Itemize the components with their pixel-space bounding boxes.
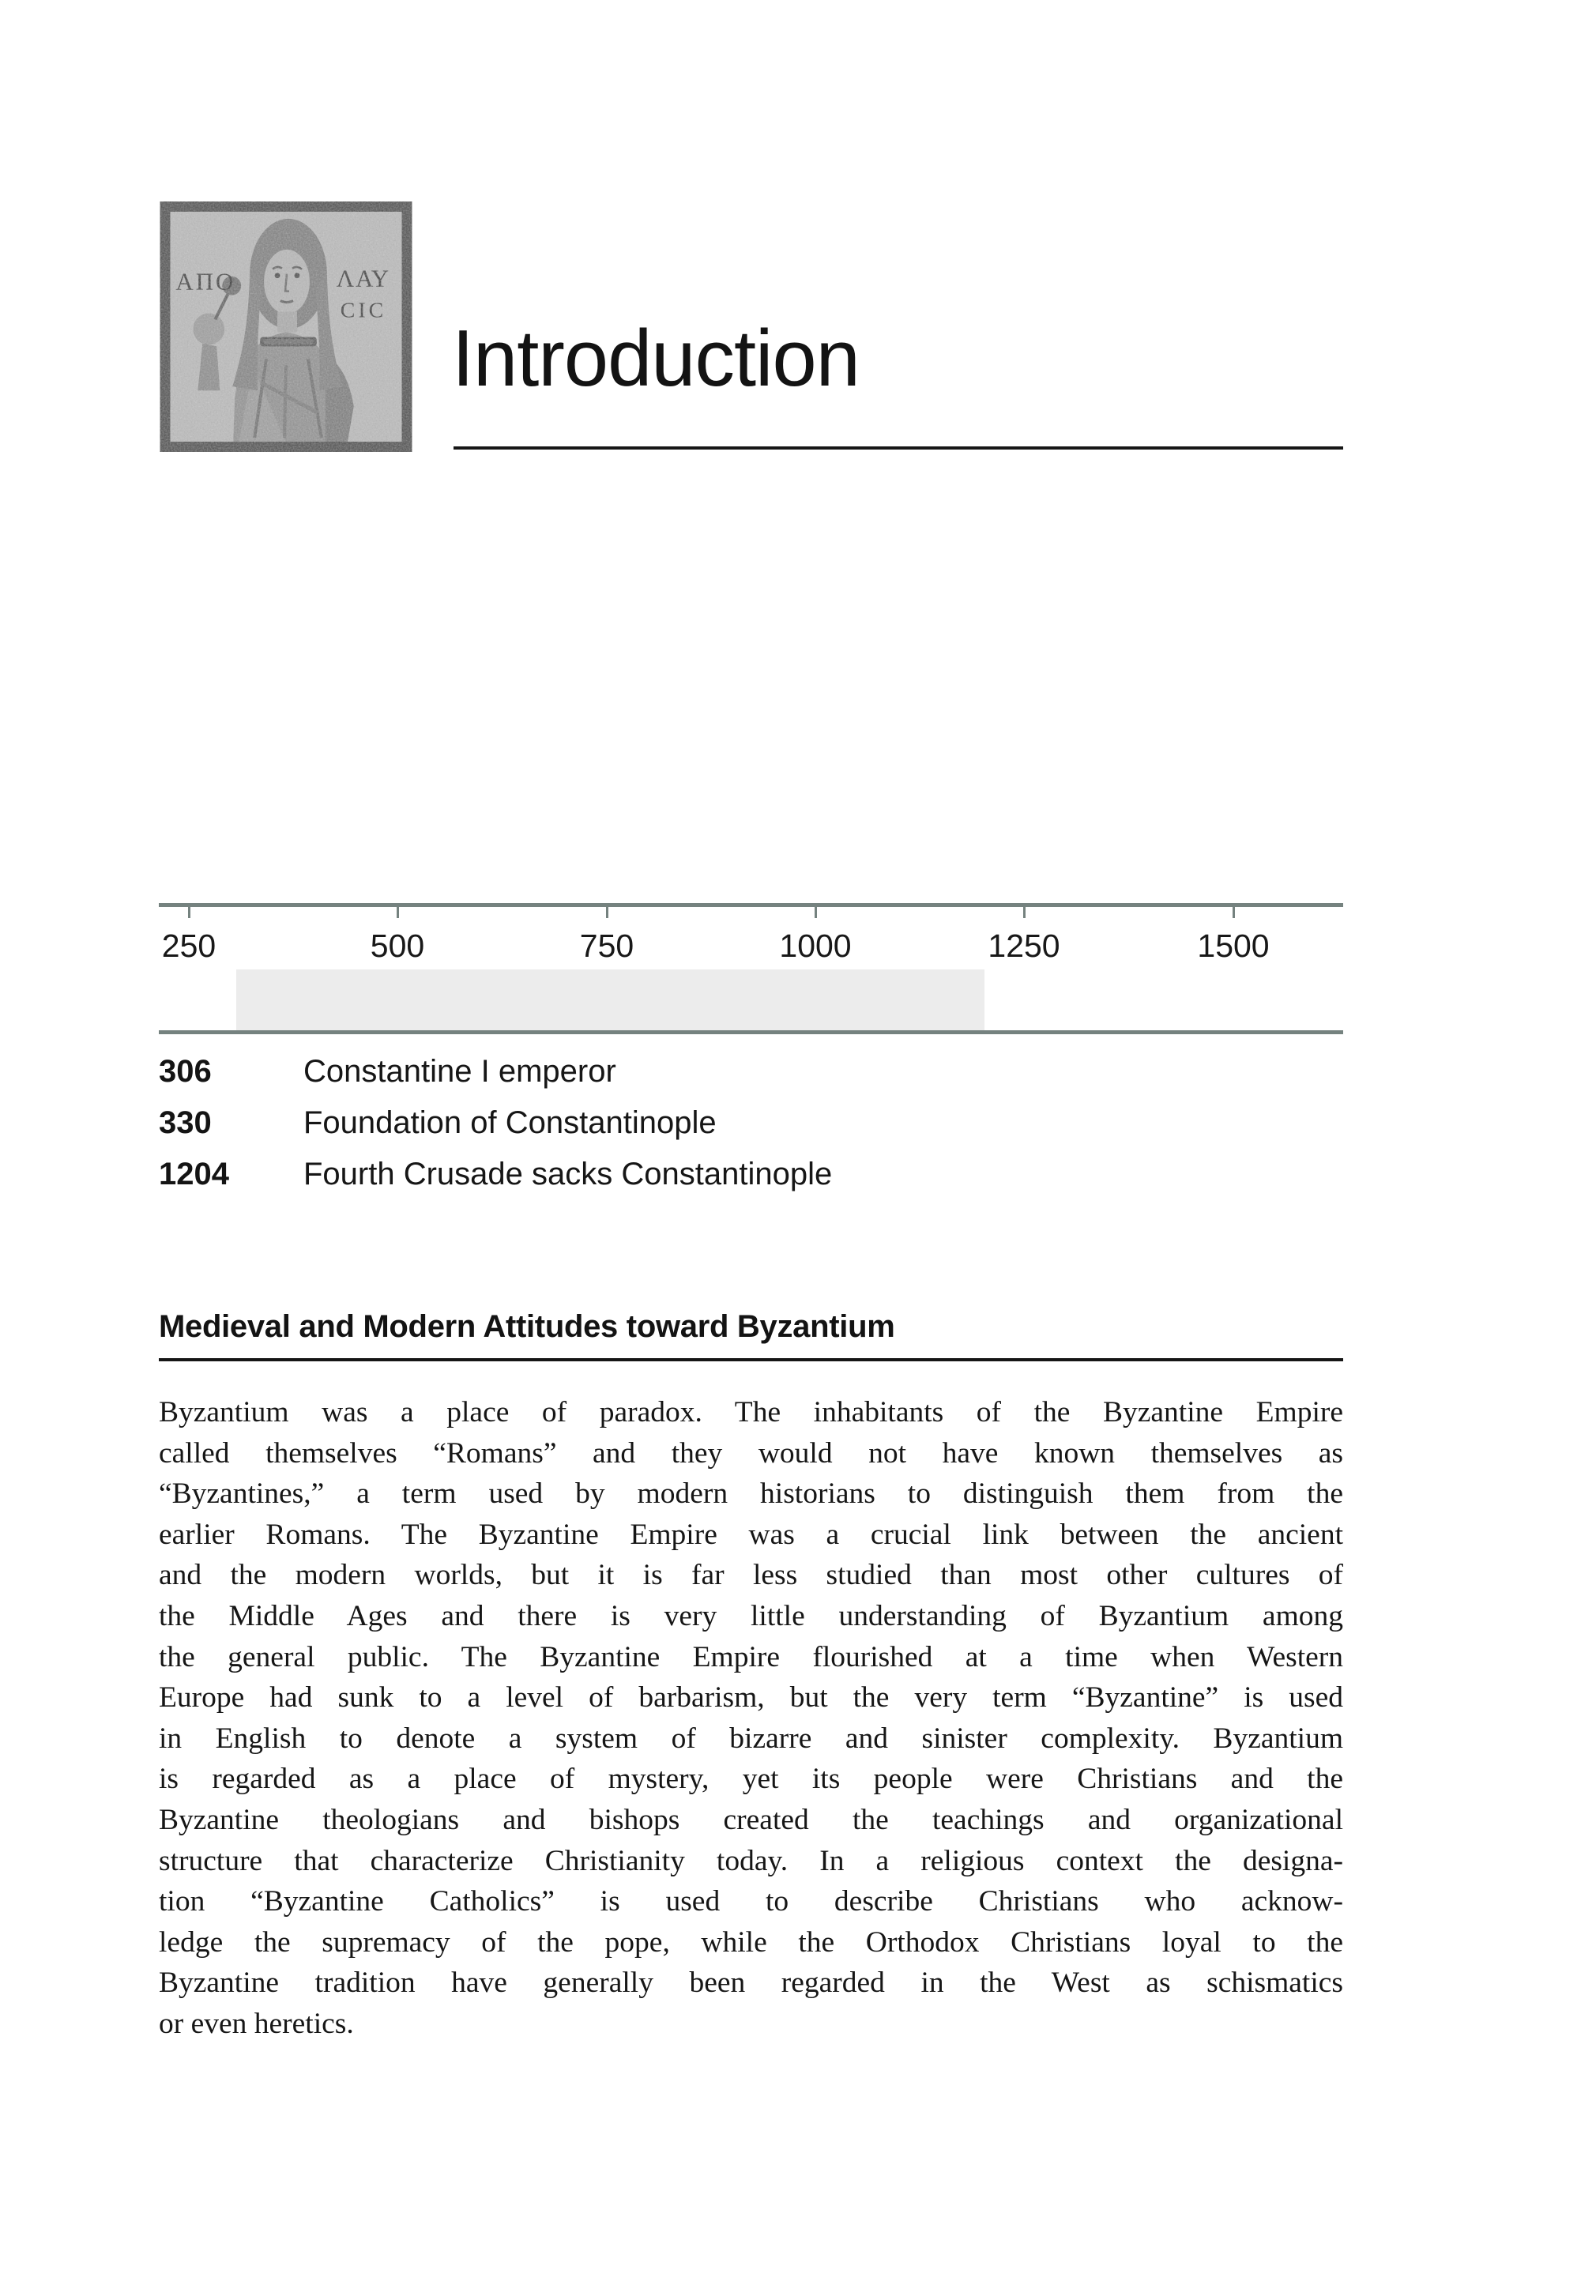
paragraph-line: or even heretics. (159, 2007, 354, 2040)
paragraph-line: called themselves “Romans” and they would not have known themselves as (159, 1436, 1343, 1470)
section-heading-rule (159, 1358, 1343, 1361)
timeline-tick (1233, 907, 1235, 918)
timeline-tick (397, 907, 399, 918)
timeline-tick-label: 750 (579, 928, 634, 964)
timeline-tick-label: 250 (161, 928, 216, 964)
timeline-tick-label: 1000 (779, 928, 852, 964)
paragraph-line: Byzantine theologians and bishops created the teachings and organizational (159, 1803, 1343, 1836)
paragraph-line: earlier Romans. The Byzantine Empire was a crucial link between the ancient (159, 1518, 1343, 1551)
timeline-tick (188, 907, 190, 918)
section-heading: Medieval and Modern Attitudes toward Byzantium (159, 1309, 895, 1344)
event-year: 306 (159, 1054, 212, 1089)
timeline-event-row (159, 1105, 1343, 1140)
mosaic-artwork (160, 201, 412, 452)
paragraph-line: the Middle Ages and there is very little understanding of Byzantium among (159, 1599, 1343, 1632)
paragraph-line: structure that characterize Christianity today. In a religious context the designa- (159, 1844, 1343, 1877)
timeline-tick-label: 500 (370, 928, 425, 964)
timeline-axis-line (159, 903, 1343, 907)
event-year: 1204 (159, 1157, 229, 1191)
paragraph-line: and the modern worlds, but it is far less studied than most other cultures of (159, 1559, 1343, 1592)
timeline-tick-label: 1250 (988, 928, 1060, 964)
timeline-tick-label: 1500 (1197, 928, 1270, 964)
paragraph-line: in English to denote a system of bizarre and sinister complexity. Byzantium (159, 1722, 1343, 1755)
event-label: Constantine I emperor (303, 1054, 616, 1089)
page-title: Introduction (452, 314, 860, 403)
mosaic-image (160, 201, 412, 452)
paragraph-line: Byzantine tradition have generally been regarded in the West as schismatics (159, 1967, 1343, 2000)
timeline-tick (815, 907, 817, 918)
paragraph-line: the general public. The Byzantine Empire flourished at a time when Western (159, 1640, 1343, 1673)
event-label: Fourth Crusade sacks Constantinople (303, 1157, 833, 1191)
title-divider (454, 446, 1343, 450)
timeline-tick (1023, 907, 1026, 918)
paragraph-line: Byzantium was a place of paradox. The inhabitants of the Byzantine Empire (159, 1396, 1343, 1428)
paragraph-line: is regarded as a place of mystery, yet its people were Christians and the (159, 1763, 1343, 1796)
body-paragraph (159, 1392, 1343, 2045)
paragraph-line: tion “Byzantine Catholics” is used to describe Christians who acknow- (159, 1885, 1343, 1918)
timeline-era-bar (236, 969, 984, 1030)
mosaic-texture-overlay (160, 201, 412, 452)
paragraph-line: “Byzantines,” a term used by modern historians to distinguish them from the (159, 1477, 1343, 1511)
timeline-event-row (159, 1157, 1343, 1191)
event-year: 330 (159, 1105, 212, 1140)
timeline-tick (606, 907, 608, 918)
paragraph-line: ledge the supremacy of the pope, while the Orthodox Christians loyal to the (159, 1925, 1343, 1959)
event-label: Foundation of Constantinople (303, 1105, 717, 1140)
timeline-baseline (159, 1030, 1343, 1034)
paragraph-line: Europe had sunk to a level of barbarism, but the very term “Byzantine” is used (159, 1681, 1343, 1714)
timeline-event-row (159, 1054, 1343, 1089)
